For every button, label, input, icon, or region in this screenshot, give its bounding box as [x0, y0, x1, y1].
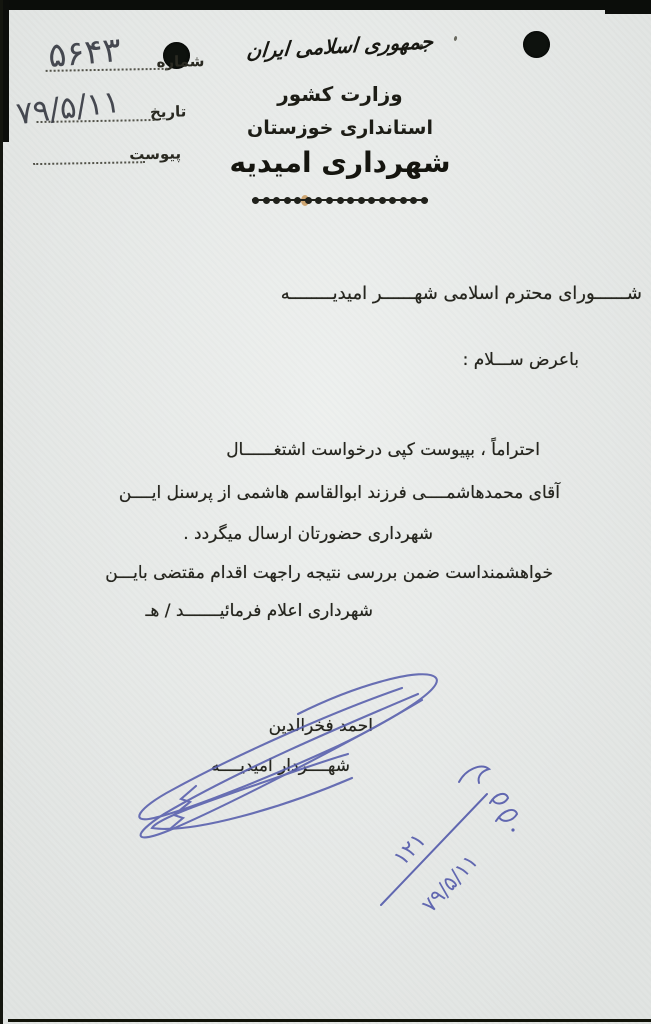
number-label: شماره	[156, 52, 205, 71]
body-line: احتراماً ، بپیوست کپی درخواست اشتغــــــال	[226, 440, 540, 460]
recipient-line: شــــــورای محترم اسلامی شهــــــر امیدیــــــــه	[280, 283, 642, 304]
registration-dot	[511, 828, 514, 831]
attachment-label: پیوست	[129, 144, 182, 164]
registration-date: ۷۹/۵/۱۱	[417, 849, 483, 918]
header-country-title: جمهوری اسلامی ایران	[245, 29, 435, 63]
registration-check-mark	[459, 767, 489, 783]
header-municipality: شهرداری امیدیه	[229, 146, 451, 179]
date-label: تاریخ	[149, 102, 187, 122]
header-ministry: وزارت کشور	[277, 82, 403, 106]
signer-title: شهــــردار امیدیــــه	[211, 756, 350, 776]
scan-edge-bottom	[8, 1019, 651, 1022]
handwritten-letter-number: ۵۶۴۳	[46, 29, 123, 77]
salutation-line: باعرض ســـلام :	[462, 350, 579, 370]
body-line: شهرداری اعلام فرمائیـــــــد / هـ	[145, 601, 373, 621]
attachment-leader-line	[33, 160, 145, 165]
body-line: شهرداری حضورتان ارسال میگردد .	[183, 524, 433, 544]
registration-number: ۱۲۱	[389, 828, 432, 872]
header-divider-beads	[252, 196, 428, 205]
signer-name: احمد فخرالدین	[268, 716, 373, 736]
registration-note	[355, 742, 570, 947]
header-governorate: استانداری خوزستان	[246, 117, 433, 139]
body-line: خواهشمنداست ضمن بررسی نتیجه راجهت اقدام مقتضی بایـــن	[105, 563, 553, 583]
handwritten-letter-date: ۷۹/۵/۱۱	[14, 83, 122, 133]
body-line: آقای محمدهاشمــــی فرزند ابوالقاسم هاشمی از پرسنل ایــــن	[118, 483, 560, 503]
